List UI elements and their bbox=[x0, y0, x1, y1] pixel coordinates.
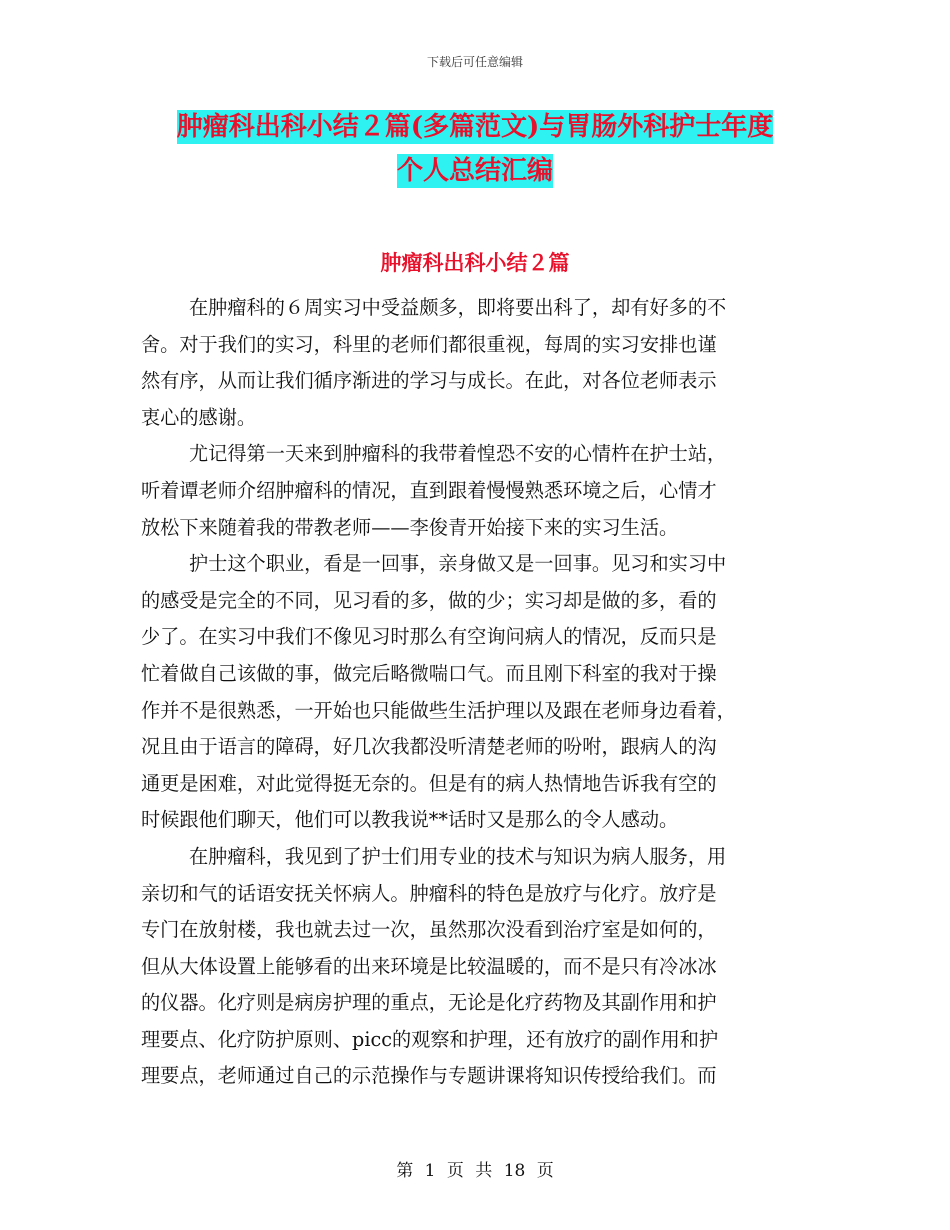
paragraph-line: 时候跟他们聊天，他们可以教我说**话时又是那么的令人感动。 bbox=[141, 808, 679, 832]
paragraph-line: 在肿瘤科的６周实习中受益颇多，即将要出科了，却有好多的不 bbox=[189, 296, 727, 319]
paragraph-line: 护士这个职业，看是一回事，亲身做又是一回事。见习和实习中 bbox=[189, 552, 727, 576]
page-footer: 第 1 页 共 18 页 bbox=[396, 1161, 554, 1181]
body-text bbox=[141, 290, 801, 1095]
title-line-1: 肿瘤科出科小结２篇(多篇范文)与胃肠外科护士年度 bbox=[176, 112, 774, 142]
paragraph-line: 况且由于语言的障碍，好几次我都没听清楚老师的吩咐，跟病人的沟 bbox=[141, 735, 717, 759]
paragraph-line: 少了。在实习中我们不像见习时那么有空询问病人的情况，反而只是 bbox=[141, 625, 717, 649]
header-note: 下载后可任意编辑 bbox=[426, 55, 523, 69]
paragraph-line: 理要点，老师通过自己的示范操作与专题讲课将知识传授给我们。而 bbox=[141, 1064, 717, 1088]
paragraph-line: 的感受是完全的不同，见习看的多，做的少；实习却是做的多，看的 bbox=[141, 588, 717, 612]
paragraph-line: 舍。对于我们的实习，科里的老师们都很重视，每周的实习安排也谨 bbox=[141, 332, 717, 356]
paragraph-line: 听着谭老师介绍肿瘤科的情况，直到跟着慢慢熟悉环境之后，心情才 bbox=[141, 478, 717, 502]
paragraph-line: 放松下来随着我的带教老师——李俊青开始接下来的实习生活。 bbox=[141, 515, 679, 539]
paragraph-line: 通更是困难，对此觉得挺无奈的。但是有的病人热情地告诉我有空的 bbox=[141, 771, 717, 795]
paragraph-line: 衷心的感谢。 bbox=[141, 405, 257, 429]
paragraph-line: 专门在放射楼，我也就去过一次，虽然那次没看到治疗室是如何的， bbox=[141, 918, 717, 942]
paragraph-line: 尤记得第一天来到肿瘤科的我带着惶恐不安的心情杵在护士站， bbox=[189, 442, 727, 466]
paragraph-line: 然有序，从而让我们循序渐进的学习与成长。在此，对各位老师表示 bbox=[141, 369, 717, 393]
paragraph-line: 的仪器。化疗则是病房护理的重点，无论是化疗药物及其副作用和护 bbox=[141, 991, 717, 1015]
section-title: 肿瘤科出科小结２篇 bbox=[380, 250, 570, 275]
title-line-2: 个人总结汇编 bbox=[396, 156, 553, 186]
paragraph-line: 理要点、化疗防护原则、picc的观察和护理，还有放疗的副作用和护 bbox=[141, 1027, 719, 1051]
document-title bbox=[0, 108, 950, 196]
paragraph-line: 在肿瘤科，我见到了护士们用专业的技术与知识为病人服务，用 bbox=[189, 844, 727, 868]
paragraph-line: 忙着做自己该做的事，做完后略微喘口气。而且刚下科室的我对于操 bbox=[141, 661, 717, 685]
paragraph-line: 亲切和气的话语安抚关怀病人。肿瘤科的特色是放疗与化疗。放疗是 bbox=[141, 881, 717, 905]
paragraph-line: 但从大体设置上能够看的出来环境是比较温暖的，而不是只有冷冰冰 bbox=[141, 954, 717, 978]
paragraph-line: 作并不是很熟悉，一开始也只能做些生活护理以及跟在老师身边看着， bbox=[141, 698, 736, 722]
